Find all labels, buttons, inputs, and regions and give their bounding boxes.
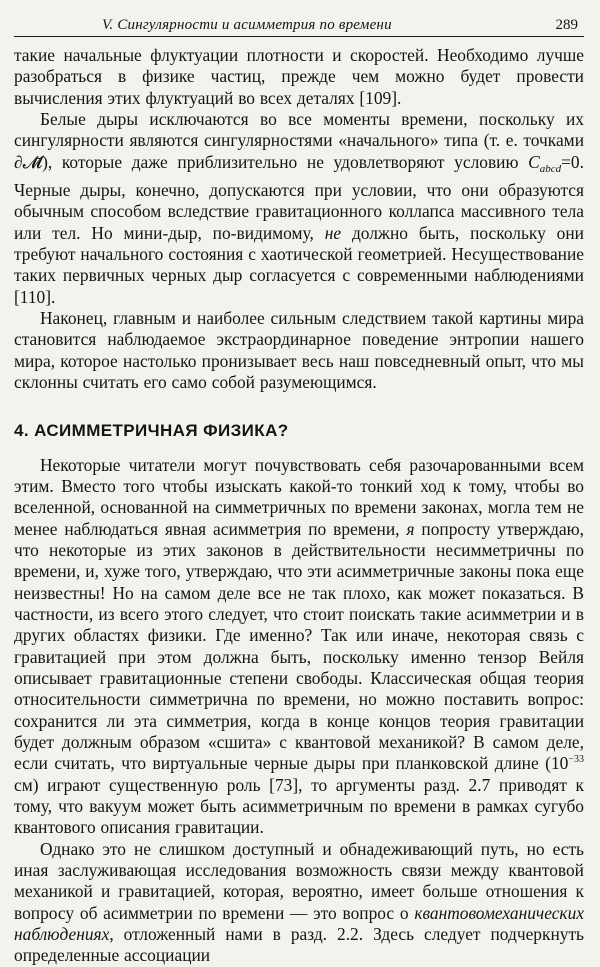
text-run: . Черные дыры, конечно, допускаются при условии, что они образуются обычным способом вследствие гравитационного коллапса массивного тела или тел. Но мини-дыр, по-видимому, — [14, 151, 584, 243]
running-title: V. Сингулярности и асимметрия по времени — [102, 17, 392, 33]
text-run: должно быть, поскольку они требуют начального состояния с хаотической геометрией. Несуществование таких первичных черных дыр согласуется с современными наблюдениями [110]. — [14, 222, 584, 307]
page-body — [14, 45, 584, 967]
planck-exponent: −33 — [568, 754, 584, 766]
text-run: см) играют существенную роль [73], то аргументы разд. 2.7 приводят к тому, что вакуум может быть асимметричным по времени в рамках сугубо квантового описания гравитации. — [14, 774, 584, 838]
section-heading: 4. АСИММЕТРИЧНАЯ ФИЗИКА? — [14, 420, 289, 440]
page-number: 289 — [555, 17, 578, 33]
text-run: Однако это не слишком доступный и обнадеживающий путь, но есть иная заслуживающая исследования возможность связи между квантовой механикой и гравитацией, которая, вероятно, имеет больше отношения к вопросу об асимметрии по времени — это вопрос о — [14, 838, 584, 923]
paragraph-2 — [14, 109, 584, 308]
paragraph-5 — [14, 839, 584, 967]
boundary-symbol: ∂𝓜̆ — [14, 151, 43, 172]
text-run: Некоторые читатели могут почувствовать себя разочарованными всем этим. Вместо того чтобы изыскать какой-то тонкий ход к тому, чтобы во вселенной, основанной на симметричных по времени законах, могла тем не менее наблюдаться явная асимметрия по времени, — [14, 454, 584, 539]
weyl-condition-subscript: abcd — [539, 162, 562, 175]
text-run: Белые дыры исключаются во все моменты времени, поскольку их сингулярности являются сингулярностями «начального» типа (т. е. точками — [14, 109, 584, 151]
text-run: , отложенный нами в разд. 2.2. Здесь следует подчеркнуть определенные ассоциации — [14, 924, 584, 966]
running-header — [14, 14, 584, 37]
emphasis-ya: я — [406, 518, 415, 539]
paragraph-3: Наконец, главным и наиболее сильным следствием такой картины мира становится наблюдаемое экстраординарное поведение энтропии нашего мира, которое настолько пронизывает весь наш повседневный опыт, что мы склонны считать его само собой разумеющимся. — [14, 308, 584, 393]
text-run: попросту утверждаю, что некоторые из этих законов в действительности несимметричны по времени, и, хуже того, утверждаю, что эти асимметричные законы пока еще неизвестны! Но на самом деле все не так плохо, как может показаться. В частности, из всего этого следует, что стоит поискать такие асимметрии и в других областях физики. Где именно? Так или иначе, некоторая связь с гравитацией при этом должна быть, поскольку именно тензор Вейля описывает гравитационные степени свободы. Классическая общая теория относительности симметрична по времени, но можно поставить вопрос: сохранится ли эта симметрия, когда в конце концов теория гравитации будет должным образом «сшита» с квантовой механикой? В самом деле, если считать, что виртуальные черные дыры при планковской длине (10 — [14, 518, 584, 774]
emphasis-quantum-observations: квантовомеханических наблюдениях — [14, 902, 584, 945]
paragraph-1: такие начальные флуктуации плотности и скоростей. Необходимо лучше разобраться в физике частиц, прежде чем можно будет провести вычисления этих флуктуаций во всех деталях [109]. — [14, 45, 584, 108]
text-run: ), которые даже приблизительно не удовлетворяют условию — [42, 151, 529, 172]
emphasis-ne: не — [324, 222, 342, 243]
weyl-condition-equals: =0 — [561, 151, 580, 172]
weyl-condition-symbol: C — [528, 151, 540, 172]
paragraph-4 — [14, 455, 584, 839]
